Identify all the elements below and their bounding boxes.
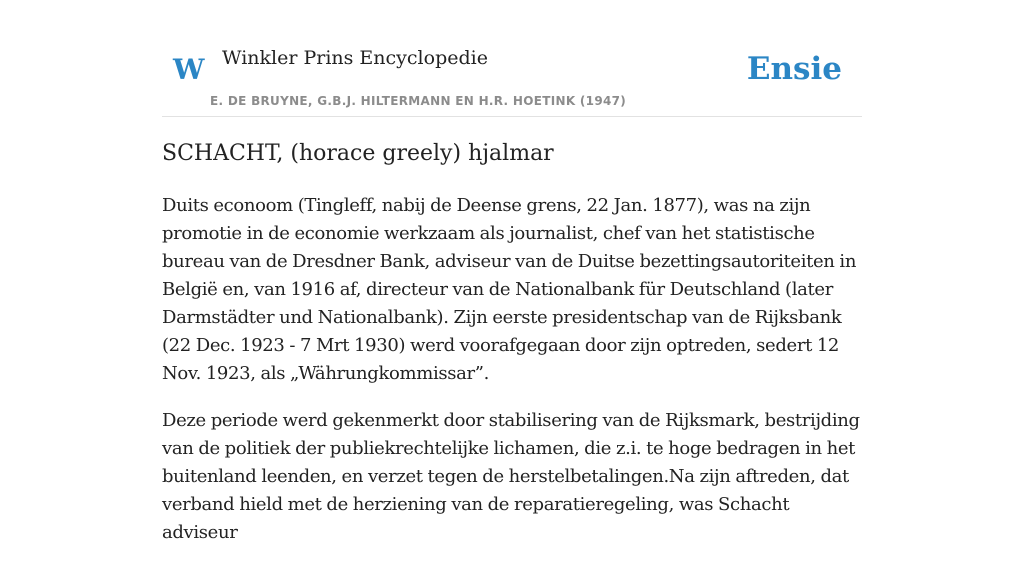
- book-header: [162, 0, 862, 117]
- entry-title: SCHACHT, (horace greely) hjalmar: [162, 141, 554, 166]
- winkler-prins-logo[interactable]: W: [173, 53, 205, 86]
- entry-paragraph: Duits econoom (Tingleff, nabij de Deense grens, 22 Jan. 1877), was na zijn promotie in de economie werkzaam als journalist, chef van het statistische bureau van de Dresdner Bank, adviseur van de Duitse bezettingsautoriteiten in België en, van 1916 af, directeur van de Nationalbank für Deutschland (later Darmstädter und Nationalbank). Zijn eerste presidentschap van de Rijksbank (22 Dec. 1923 - 7 Mrt 1930) werd voorafgegaan door zijn optreden, sedert 12 Nov. 1923, als „Währungkommissar”.: [162, 195, 857, 384]
- entry-paragraph: Deze periode werd gekenmerkt door stabilisering van de Rijksmark, bestrijding van de politiek der publiekrechtelijke lichamen, die z.i. te hoge bedragen in het buitenland leenden, en verzet tegen de herstelbetalingen.Na zijn aftreden, dat verband hield met de herziening van de reparatieregeling, was Schacht adviseur: [162, 410, 860, 543]
- content-column: [162, 0, 862, 543]
- book-title[interactable]: Winkler Prins Encyclopedie: [222, 47, 488, 69]
- entry-body: [162, 192, 862, 566]
- book-authors: E. DE BRUYNE, G.B.J. HILTERMANN EN H.R. HOETINK (1947): [210, 94, 627, 108]
- ensie-brand-logo[interactable]: Ensie: [746, 51, 842, 87]
